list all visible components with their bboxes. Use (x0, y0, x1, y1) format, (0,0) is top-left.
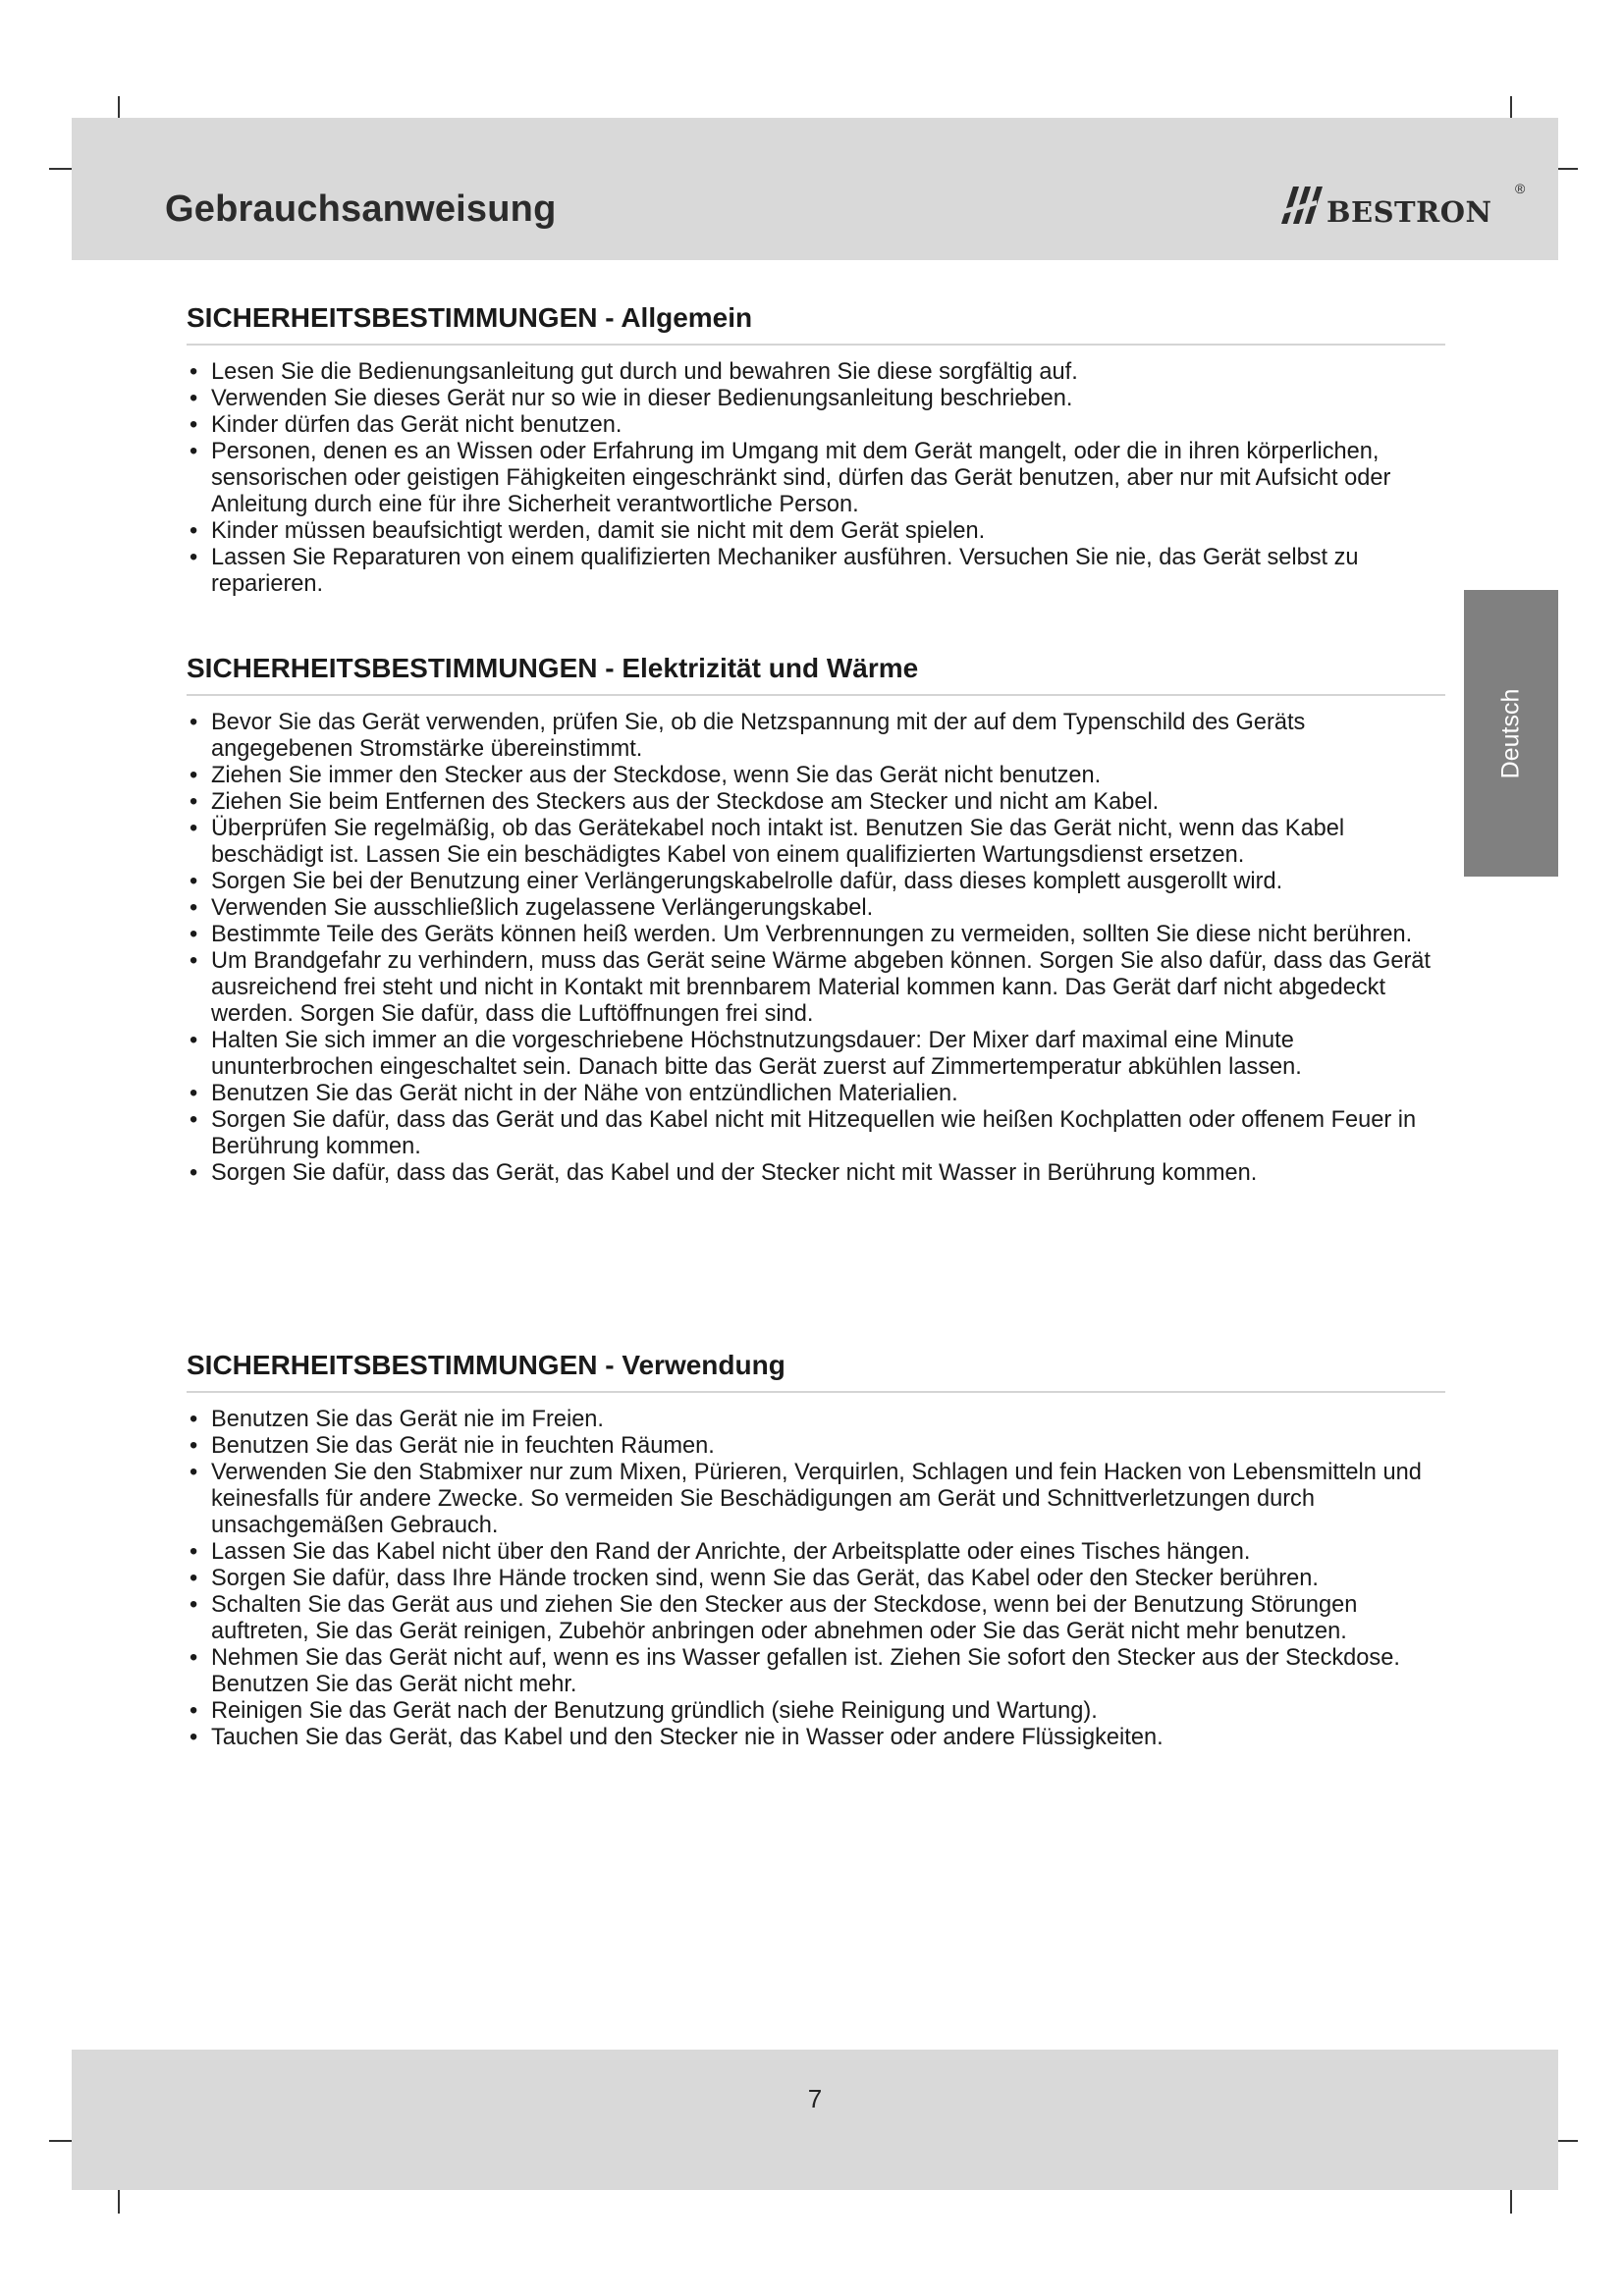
section-heading: SICHERHEITSBESTIMMUNGEN - Verwendung (187, 1350, 1445, 1393)
bullet-list (187, 1407, 1453, 1751)
bullet-list (187, 359, 1453, 598)
list-item: • Lassen Sie Reparaturen von einem qualifizierten Mechaniker ausführen. Versuchen Sie nie, das Gerät selbst zu reparieren. (187, 545, 1453, 598)
section-electricity-heat (187, 653, 1453, 1187)
section-usage (187, 1350, 1453, 1751)
list-item: • Sorgen Sie dafür, dass Ihre Hände trocken sind, wenn Sie das Gerät, das Kabel oder den Stecker berühren. (187, 1566, 1453, 1592)
list-item: • Um Brandgefahr zu verhindern, muss das Gerät seine Wärme abgeben können. Sorgen Sie also dafür, dass das Gerät ausreichend frei steht und nicht in Kontakt mit brennbarem Material kommen kann. Das Gerät darf nicht abgedeckt werden. Sorgen Sie dafür, dass die Luftöffnungen frei sind. (187, 948, 1453, 1028)
brand-chevron-icon (1277, 181, 1323, 230)
page-number: 7 (807, 2084, 823, 2113)
header-band (72, 118, 1558, 260)
list-item: • Sorgen Sie dafür, dass das Gerät und das Kabel nicht mit Hitzequellen wie heißen Kochplatten oder offenem Feuer in Berührung kommen. (187, 1107, 1453, 1160)
language-tab-label: Deutsch (1496, 688, 1525, 778)
list-item: • Verwenden Sie ausschließlich zugelassene Verlängerungskabel. (187, 895, 1453, 922)
language-tab (1464, 590, 1558, 877)
list-item: • Kinder dürfen das Gerät nicht benutzen. (187, 412, 1453, 439)
list-item: • Kinder müssen beaufsichtigt werden, damit sie nicht mit dem Gerät spielen. (187, 518, 1453, 545)
list-item: • Tauchen Sie das Gerät, das Kabel und den Stecker nie in Wasser oder andere Flüssigkeiten. (187, 1725, 1453, 1751)
list-item: • Überprüfen Sie regelmäßig, ob das Gerätekabel noch intakt ist. Benutzen Sie das Gerät nicht, wenn das Kabel beschädigt ist. Lassen Sie ein beschädigtes Kabel von einem qualifizierten Wartungsdienst ersetzen. (187, 816, 1453, 869)
list-item: • Lassen Sie das Kabel nicht über den Rand der Anrichte, der Arbeitsplatte oder eines Tisches hängen. (187, 1539, 1453, 1566)
document-title: Gebrauchsanweisung (165, 188, 557, 230)
list-item: • Benutzen Sie das Gerät nicht in der Nähe von entzündlichen Materialien. (187, 1081, 1453, 1107)
bullet-list (187, 710, 1453, 1187)
list-item: • Ziehen Sie immer den Stecker aus der Steckdose, wenn Sie das Gerät nicht benutzen. (187, 763, 1453, 789)
list-item: • Sorgen Sie dafür, dass das Gerät, das Kabel und der Stecker nicht mit Wasser in Berührung kommen. (187, 1160, 1453, 1187)
section-general (187, 302, 1453, 598)
list-item: • Schalten Sie das Gerät aus und ziehen Sie den Stecker aus der Steckdose, wenn bei der Benutzung Störungen auftreten, Sie das Gerät reinigen, Zubehör anbringen oder abnehmen oder Sie das Gerät nicht mehr benutzen. (187, 1592, 1453, 1645)
list-item: • Sorgen Sie bei der Benutzung einer Verlängerungskabelrolle dafür, dass dieses komplett ausgerollt wird. (187, 869, 1453, 895)
list-item: • Benutzen Sie das Gerät nie in feuchten Räumen. (187, 1433, 1453, 1460)
registered-mark: ® (1515, 181, 1526, 196)
list-item: • Lesen Sie die Bedienungsanleitung gut durch und bewahren Sie diese sorgfältig auf. (187, 359, 1453, 386)
list-item: • Verwenden Sie dieses Gerät nur so wie in dieser Bedienungsanleitung beschrieben. (187, 386, 1453, 412)
list-item: • Personen, denen es an Wissen oder Erfahrung im Umgang mit dem Gerät mangelt, oder die in ihren körperlichen, sensorischen oder geistigen Fähigkeiten eingeschränkt sind, dürfen das Gerät benutzen, aber nur mit Aufsicht oder Anleitung durch eine für ihre Sicherheit verantwortliche Person. (187, 439, 1453, 518)
list-item: • Bestimmte Teile des Geräts können heiß werden. Um Verbrennungen zu vermeiden, sollten Sie diese nicht berühren. (187, 922, 1453, 948)
list-item: • Benutzen Sie das Gerät nie im Freien. (187, 1407, 1453, 1433)
list-item: • Nehmen Sie das Gerät nicht auf, wenn es ins Wasser gefallen ist. Ziehen Sie sofort den Stecker aus der Steckdose. Benutzen Sie das Gerät nicht mehr. (187, 1645, 1453, 1698)
brand-wordmark: bestron (1326, 185, 1492, 232)
list-item: • Bevor Sie das Gerät verwenden, prüfen Sie, ob die Netzspannung mit der auf dem Typenschild des Geräts angegebenen Stromstärke übereinstimmt. (187, 710, 1453, 763)
footer-band (72, 2050, 1558, 2190)
list-item: • Ziehen Sie beim Entfernen des Steckers aus der Steckdose am Stecker und nicht am Kabel. (187, 789, 1453, 816)
list-item: • Halten Sie sich immer an die vorgeschriebene Höchstnutzungsdauer: Der Mixer darf maximal eine Minute ununterbrochen eingeschaltet sein. Danach bitte das Gerät zuerst auf Zimmertemperatur abkühlen lassen. (187, 1028, 1453, 1081)
section-heading: SICHERHEITSBESTIMMUNGEN - Allgemein (187, 302, 1445, 346)
list-item: • Verwenden Sie den Stabmixer nur zum Mixen, Pürieren, Verquirlen, Schlagen und fein Hacken von Lebensmitteln und keinesfalls für andere Zwecke. So vermeiden Sie Beschädigungen am Gerät und Schnittverletzungen durch unsachgemäßen Gebrauch. (187, 1460, 1453, 1539)
brand-logo (1277, 181, 1526, 240)
section-heading: SICHERHEITSBESTIMMUNGEN - Elektrizität und Wärme (187, 653, 1445, 696)
list-item: • Reinigen Sie das Gerät nach der Benutzung gründlich (siehe Reinigung und Wartung). (187, 1698, 1453, 1725)
